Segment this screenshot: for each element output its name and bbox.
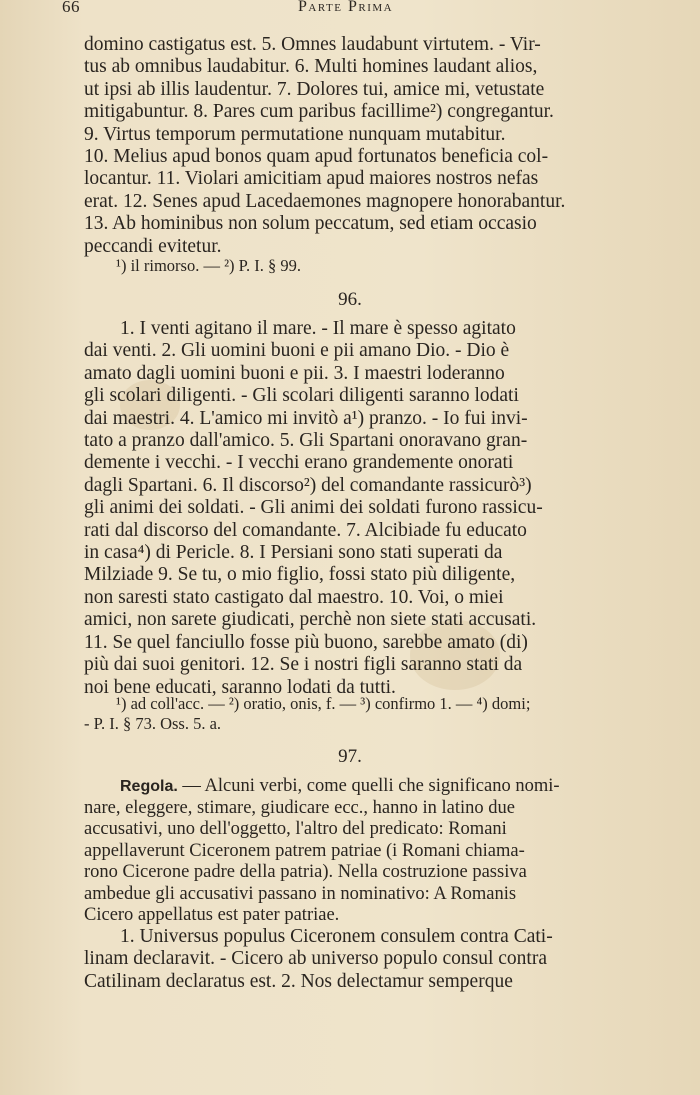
text-line: dai maestri. 4. L'amico mi invitò a¹) pranzo. - Io fui invi- (84, 407, 528, 429)
rule-line: appellaverunt Ciceronem patrem patriae (i Romani chiama- (84, 840, 525, 861)
text-line: dai venti. 2. Gli uomini buoni e pii amano Dio. - Dio è (84, 340, 510, 362)
text-line: 1. I venti agitano il mare. - Il mare è spesso agitato (120, 318, 516, 339)
rule-text: — Alcuni verbi, come quelli che significano nomi- (177, 776, 560, 796)
text-line: ut ipsi ab illis laudentur. 7. Dolores tui, amice mi, vetustate (84, 78, 545, 100)
rule-line (84, 776, 626, 798)
top-paragraph (84, 34, 626, 258)
text-line: non saresti stato castigato dal maestro. 10. Voi, o miei (84, 586, 504, 608)
footnote-line: ¹) ad coll'acc. — ²) oratio, onis, f. — ³) confirmo 1. — ⁴) domi; (116, 694, 531, 713)
text-line: locantur. 11. Violari amicitiam apud maiores nostros nefas (84, 168, 539, 190)
text-line: tato a pranzo dall'amico. 5. Gli Spartani onoravano gran- (84, 430, 528, 452)
text-line: Catilinam declaratus est. 2. Nos delectamur semperque (84, 970, 513, 992)
page-number: 66 (62, 0, 80, 16)
text-line: amici, non sarete giudicati, perchè non siete stati accusati. (84, 609, 537, 631)
text-line: domino castigatus est. 5. Omnes laudabunt virtutem. - Vir- (84, 34, 541, 55)
text-line: in casa⁴) di Pericle. 8. I Persiani sono stati superati da (84, 542, 503, 564)
text-line: Milziade 9. Se tu, o mio figlio, fossi stato più diligente, (84, 564, 516, 586)
footnote: ¹) il rimorso. — ²) P. I. § 99. (116, 256, 301, 275)
running-head: Parte Prima (298, 0, 394, 15)
text-line: 9. Virtus temporum permutatione nunquam mutabitur. (84, 123, 506, 145)
section-number-97: 97. (338, 746, 362, 767)
text-line: mitigabuntur. 8. Pares cum paribus facillime²) congregantur. (84, 101, 554, 123)
text-line: noi bene educati, saranno lodati da tutti. (84, 676, 396, 698)
text-line: rati dal discorso del comandante. 7. Alcibiade fu educato (84, 519, 527, 541)
rule-line: nare, eleggere, stimare, giudicare ecc., hanno in latino due (84, 797, 515, 818)
text-line: 11. Se quel fanciullo fosse più buono, sarebbe amato (di) (84, 631, 528, 653)
text-line: gli animi dei soldati. - Gli animi dei soldati furono rassicu- (84, 497, 543, 519)
page-header (0, 0, 700, 22)
text-line: erat. 12. Senes apud Lacedaemones magnopere honorabantur. (84, 190, 566, 212)
text-line: 13. Ab hominibus non solum peccatum, sed etiam occasio (84, 213, 537, 235)
text-line: tus ab omnibus laudabitur. 6. Multi homines laudant alios, (84, 56, 538, 78)
rule-line: ambedue gli accusativi passano in nominativo: A Romanis (84, 883, 517, 904)
section-number-96: 96. (338, 289, 362, 310)
text-line: amato dagli uomini buoni e pii. 3. I maestri loderanno (84, 362, 505, 384)
text-line: linam declaravit. - Cicero ab universo populo consul contra (84, 948, 547, 970)
rule-line: rono Cicerone padre della patria). Nella costruzione passiva (84, 862, 527, 882)
section-97-exercise (84, 926, 626, 993)
text-line: più dai suoi genitori. 12. Se i nostri figli saranno stati da (84, 654, 523, 676)
text-line: 1. Universus populus Ciceronem consulem contra Cati- (120, 926, 553, 947)
rule-line: Cicero appellatus est pater patriae. (84, 905, 340, 925)
rule-line: accusativi, uno dell'oggetto, l'altro del predicato: Romani (84, 819, 507, 839)
section-96-text (84, 318, 626, 699)
text-line: dagli Spartani. 6. Il discorso²) del comandante rassicurò³) (84, 474, 532, 496)
text-line: peccandi evitetur. (84, 235, 222, 257)
text-line: demente i vecchi. - I vecchi erano grandemente onorati (84, 452, 514, 474)
rule-block (84, 776, 626, 927)
rule-label: Regola. (120, 778, 178, 795)
footnote-line: - P. I. § 73. Oss. 5. a. (84, 714, 222, 733)
footnote-96 (84, 694, 626, 734)
text-line: 10. Melius apud bonos quam apud fortunatos beneficia col- (84, 146, 549, 168)
text-line: gli scolari diligenti. - Gli scolari diligenti saranno lodati (84, 385, 519, 407)
